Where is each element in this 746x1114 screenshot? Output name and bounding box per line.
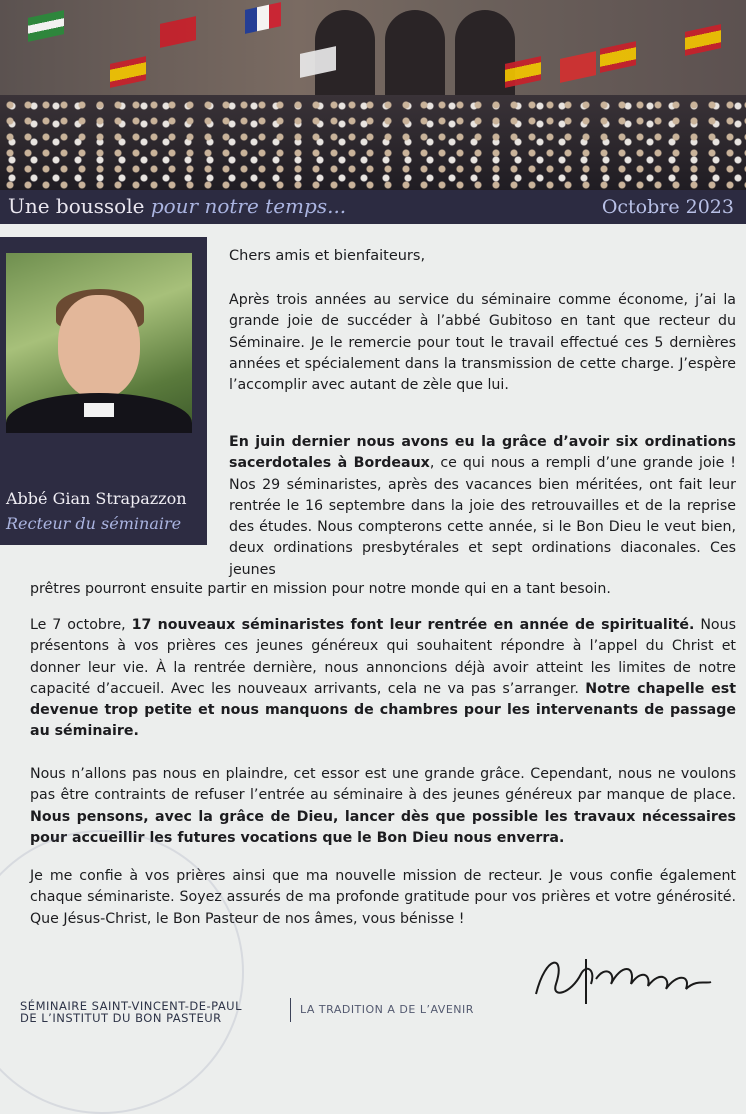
p3-bold-2: Notre chapelle est devenue trop petite et nous manquons de chambres pour les intervenants de passage au séminaire. <box>30 680 736 740</box>
seminary-name <box>20 1000 242 1024</box>
issue-date: Octobre 2023 <box>601 196 734 218</box>
signature <box>526 944 716 1008</box>
p3-text-a: Le 7 octobre, <box>30 617 132 633</box>
rector-portrait <box>6 253 192 433</box>
title-main: Une boussole <box>8 194 145 218</box>
letter-greeting: Chers amis et bienfaiteurs, <box>229 248 426 264</box>
footer-line-1: SÉMINAIRE SAINT-VINCENT-DE-PAUL <box>20 999 243 1013</box>
rector-photo-card <box>0 237 207 545</box>
rector-role: Recteur du séminaire <box>6 514 182 533</box>
p2-text: , ce qui nous a rempli d’une grande joie ! Nos 29 séminaristes, après des vacances bien méritées, ont fait leur rentrée le 16 septembre dans la joie des retrouvailles et de la reprise des études. Nous compterons cette année, si le Bon Dieu le veut bien, deux ordinations presbytérales et sept ordinations diaconales. Ces jeunes <box>229 455 736 578</box>
letter-paragraph-1: Après trois années au service du séminaire comme économe, j’ai la grande joie de succéder à l’abbé Gubitoso en tant que recteur du Séminaire. Je le remercie pour tout le travail effectué ces 5 dernières années et spécialement dans la transmission de cette charge. J’espère l’accomplir avec autant de zèle que lui. <box>229 292 736 394</box>
footer-tagline: LA TRADITION A DE L’AVENIR <box>300 1003 474 1016</box>
p2-bold: En juin dernier nous avons eu la grâce d’avoir six ordinations sacerdotales à Bordeaux <box>229 434 736 472</box>
portrait-collar <box>84 403 114 417</box>
footer-line-2: DE L’INSTITUT DU BON PASTEUR <box>20 1011 222 1025</box>
p3-bold-1: 17 nouveaux séminaristes font leur rentrée en année de spiritualité. <box>131 617 695 633</box>
footer-divider <box>290 998 291 1022</box>
p3-text-b: Nous présentons à vos prières ces jeunes généreux qui souhaitent répondre à l’appel du Christ et donner leur vie. À la rentrée dernière, nous annoncions déjà avoir atteint les limites de notre capacité d’accueil. Avec les nouveaux arrivants, cela ne va pas s’arranger. <box>30 617 736 697</box>
letter-paragraph-3 <box>30 615 736 743</box>
crowd <box>0 95 746 192</box>
title-italic: pour notre temps... <box>150 194 347 218</box>
rector-name: Abbé Gian Strapazzon <box>6 489 187 508</box>
letter-paragraph-2-end: prêtres pourront ensuite partir en mission pour notre monde qui en a tant besoin. <box>30 581 611 597</box>
newsletter-title <box>8 194 346 218</box>
portrait-face <box>58 295 140 399</box>
header-crowd-photo <box>0 0 746 192</box>
letter-paragraph-2 <box>229 432 736 581</box>
letter-paragraph-5: Je me confie à vos prières ainsi que ma nouvelle mission de recteur. Je vous confie également chaque séminariste. Soyez assurés de ma profonde gratitude pour vos prières et votre générosité. Que Jésus-Christ, le Bon Pasteur de nos âmes, vous bénisse ! <box>30 868 736 927</box>
p4-text: Nous n’allons pas nous en plaindre, cet essor est une grande grâce. Cependant, nous ne voulons pas être contraints de refuser l’entrée au séminaire à des jeunes généreux par manque de place. <box>30 766 736 804</box>
newsletter-title-bar <box>0 190 746 224</box>
p4-bold: Nous pensons, avec la grâce de Dieu, lancer dès que possible les travaux nécessaires pour accueillir les futures vocations que le Bon Dieu nous enverra. <box>30 808 736 846</box>
